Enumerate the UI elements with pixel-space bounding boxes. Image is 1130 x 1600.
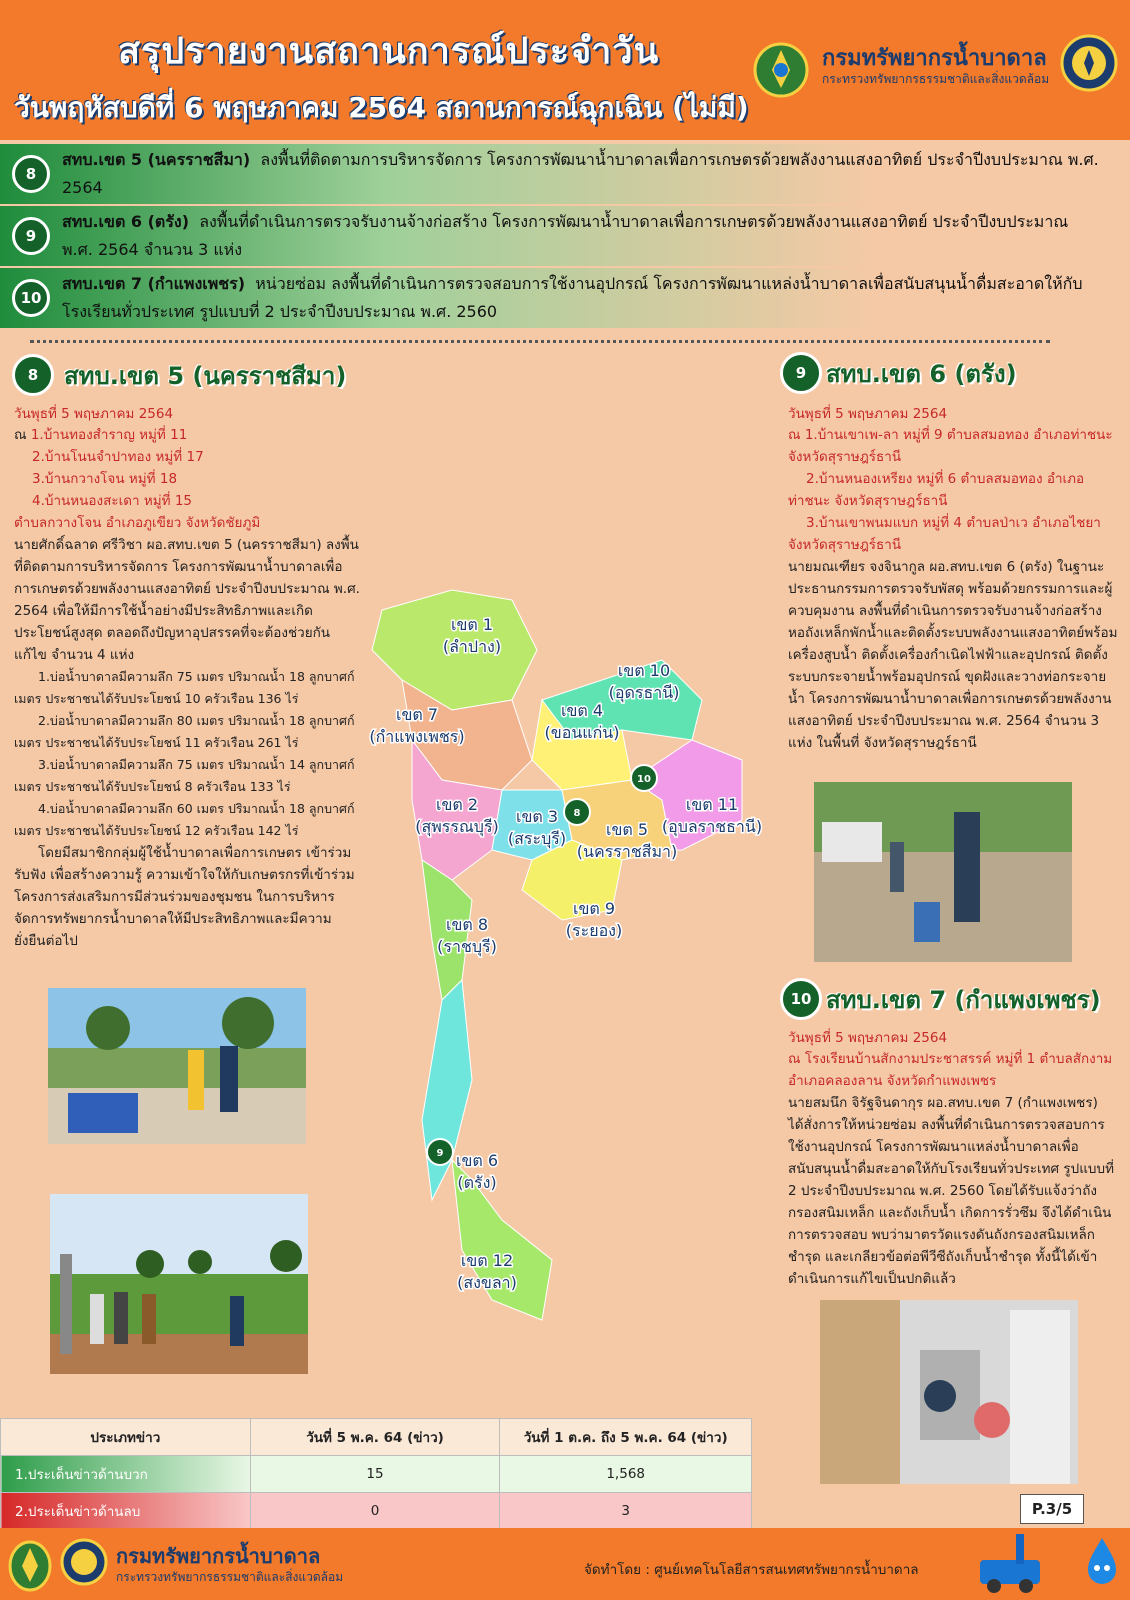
map-label-region-sub: (สุพรรณบุรี) <box>415 817 499 836</box>
map-label-region: เขต 5 <box>605 820 649 839</box>
report-date: วันพุธที่ 5 พฤษภาคม 2564 <box>788 1030 948 1046</box>
summary-number-badge: 10 <box>12 279 50 317</box>
summary-text-10 <box>62 270 1102 326</box>
location-item: 2.บ้านโนนจำปาทอง หมู่ที่ 17 <box>32 449 204 465</box>
table-cell-label: 1.ประเด็นข่าวด้านบวก <box>1 1456 251 1493</box>
table-header: ประเภทข่าว <box>1 1419 251 1456</box>
news-stats-table <box>0 1418 752 1530</box>
section-paragraph: โดยมีสมาชิกกลุ่มผู้ใช้น้ำบาดาลเพื่อการเกษตร เข้าร่วมรับฟัง เพื่อสร้างความรู้ ความเข้าใจให้กับเกษตรกรที่เข้าร่วมโครงการส่งเสริมการมีส่วนร่วมของชุมชน ในการบริหารจัดการทรัพยากรน้ำบาดาลให้มีประสิทธิภาพและมีความยั่งยืนต่อไป <box>14 845 355 949</box>
well-item: 1.บ่อน้ำบาดาลมีความลึก 75 เมตร ปริมาณน้ำ 18 ลูกบาศก์เมตร ประชาชนได้รับประโยชน์ 10 ครัวเรือน 136 ไร่ <box>14 669 355 706</box>
summary-text-9 <box>62 208 1102 264</box>
map-marker-label: 9 <box>436 1148 444 1159</box>
photo-water-tank-repair <box>820 1300 1078 1484</box>
map-marker-label: 8 <box>573 808 581 819</box>
table-header: วันที่ 1 ต.ค. ถึง 5 พ.ค. 64 (ข่าว) <box>500 1419 752 1456</box>
section-paragraph: นายมณเฑียร จงจินากูล ผอ.สทบ.เขต 6 (ตรัง) ในฐานะประธานกรรมการตรวจรับพัสดุ พร้อมด้วยกรรมการและผู้ควบคุมงาน ลงพื้นที่ดำเนินการตรวจรับงานจ้างก่อสร้างหอถังเหล็กพักน้ำและติดตั้งระบบพลังงานแสงอาทิตย์พร้อมเครื่องสูบน้ำ ติดตั้งเครื่องกำเนิดไฟฟ้าและอุปกรณ์ ติดตั้งระบบกระจายน้ำพร้อมอุปกรณ์ ขุดฝังและวางท่อกระจายน้ำ โครงการพัฒนาน้ำบาดาลเพื่อการเกษตรด้วยพลังงานแสงอาทิตย์ ประจำปีงบประมาณ พ.ศ. 2564 จำนวน 3 แห่ง ในพื้นที่ จังหวัดสุราษฎร์ธานี <box>788 559 1118 751</box>
water-drop-mascot-icon <box>1082 1534 1122 1596</box>
summary-number-badge: 9 <box>12 217 50 255</box>
section-title-10: สทบ.เขต 7 (กำแพงเพชร) <box>826 986 1101 1014</box>
map-label-region-sub: (ลำปาง) <box>442 637 502 656</box>
summary-number-badge: 8 <box>12 155 50 193</box>
map-label-region-sub: (นครราชสีมา) <box>576 842 678 861</box>
section-body-9 <box>788 402 1118 754</box>
map-label-region: เขต 4 <box>560 701 604 720</box>
well-item: 4.บ่อน้ำบาดาลมีความลึก 60 เมตร ปริมาณน้ำ 18 ลูกบาศก์เมตร ประชาชนได้รับประโยชน์ 12 ครัวเรือน 142 ไร่ <box>14 801 355 838</box>
section-title-9: สทบ.เขต 6 (ตรัง) <box>826 360 1017 388</box>
footer-seal-icon <box>60 1538 108 1586</box>
map-label-region: เขต 3 <box>515 807 559 826</box>
map-label-region-sub: (ราชบุรี) <box>437 937 497 956</box>
section-body-8 <box>14 402 360 952</box>
map-label-region: เขต 12 <box>460 1251 514 1270</box>
drilling-truck-icon <box>976 1530 1056 1596</box>
table-row <box>1 1493 752 1530</box>
table-header: วันที่ 5 พ.ค. 64 (ข่าว) <box>250 1419 500 1456</box>
table-cell: 0 <box>250 1493 500 1530</box>
department-emblem-icon <box>752 40 810 98</box>
report-date: วันพุธที่ 5 พฤษภาคม 2564 <box>788 406 948 422</box>
map-label-region-sub: (สงขลา) <box>457 1273 517 1292</box>
summary-detail: ลงพื้นที่ดำเนินการตรวจรับงานจ้างก่อสร้าง โครงการพัฒนาน้ำบาดาลเพื่อการเกษตรด้วยพลังงานแสงอาทิตย์ ประจำปีงบประมาณ พ.ศ. 2564 จำนวน 3 แห่ง <box>62 212 1069 259</box>
map-label-region: เขต 11 <box>685 795 739 814</box>
header-dept-name: กรมทรัพยากรน้ำบาดาล <box>822 46 1047 71</box>
section-divider <box>30 340 1050 343</box>
location-prefix: ณ <box>14 427 27 443</box>
table-cell: 3 <box>500 1493 752 1530</box>
section-number-badge: 8 <box>12 354 54 396</box>
page-number: P.3/5 <box>1020 1494 1084 1524</box>
map-label-region: เขต 7 <box>395 705 439 724</box>
table-cell: 15 <box>250 1456 500 1493</box>
location-item: 4.บ้านหนองสะเดา หมู่ที่ 15 <box>32 493 192 509</box>
location-item: ณ โรงเรียนบ้านสักงามประชาสรรค์ หมู่ที่ 1 ตำบลสักงาม อำเภอคลองลาน จังหวัดกำแพงเพชร <box>788 1051 1113 1089</box>
photo-solar-farm <box>50 1194 308 1374</box>
section-paragraph: นายสมนึก จิรัฐจินดากุร ผอ.สทบ.เขต 7 (กำแพงเพชร) ได้สั่งการให้หน่วยซ่อม ลงพื้นที่ดำเนินการตรวจสอบการใช้งานอุปกรณ์ โครงการพัฒนาแหล่งน้ำบาดาลเพื่อสนับสนุนน้ำดื่มสะอาดให้กับโรงเรียนทั่วประเทศ รูปแบบที่ 2 ประจำปีงบประมาณ พ.ศ. 2560 โดยได้รับแจ้งว่าถังกรองสนิมเหล็ก และถังเก็บน้ำ เกิดการรั่วซึม จึงได้ดำเนินการตรวจสอบ พบว่ามาตรวัดแรงดันถังกรองสนิมเหล็กชำรุด และเกลียวข้อต่อพีวีซีถังเก็บน้ำชำรุด ทั้งนี้ได้เข้าดำเนินการแก้ไขเป็นปกติแล้ว <box>788 1095 1114 1287</box>
summary-detail: ลงพื้นที่ติดตามการบริหารจัดการ โครงการพัฒนาน้ำบาดาลเพื่อการเกษตรด้วยพลังงานแสงอาทิตย์ ประจำปีงบประมาณ พ.ศ. 2564 <box>62 150 1099 197</box>
summary-detail: หน่วยซ่อม ลงพื้นที่ดำเนินการตรวจสอบการใช้งานอุปกรณ์ โครงการพัฒนาแหล่งน้ำบาดาลเพื่อสนับสนุนน้ำดื่มสะอาดให้กับโรงเรียนทั่วประเทศ รูปแบบที่ 2 ประจำปีงบประมาณ พ.ศ. 2560 <box>62 274 1083 321</box>
map-label-region: เขต 6 <box>455 1151 499 1170</box>
page-subtitle: วันพฤหัสบดีที่ 6 พฤษภาคม 2564 สถานการณ์ฉุกเฉิน (ไม่มี) <box>14 91 749 124</box>
report-date: วันพุธที่ 5 พฤษภาคม 2564 <box>14 406 174 422</box>
location-item: ณ 1.บ้านเขาเพ-ลา หมู่ที่ 9 ตำบลสมอทอง อำเภอท่าชนะ จังหวัดสุราษฎร์ธานี <box>788 427 1113 465</box>
map-label-region: เขต 1 <box>450 615 494 634</box>
district: ตำบลกวางโจน อำเภอภูเขียว จังหวัดชัยภูมิ <box>14 515 261 531</box>
thailand-region-map <box>362 560 786 1360</box>
well-item: 3.บ่อน้ำบาดาลมีความลึก 75 เมตร ปริมาณน้ำ 14 ลูกบาศก์เมตร ประชาชนได้รับประโยชน์ 8 ครัวเรือน 133 ไร่ <box>14 757 355 794</box>
map-label-region: เขต 10 <box>617 661 671 680</box>
table-row <box>1 1456 752 1493</box>
section-body-10 <box>788 1026 1114 1290</box>
map-region-shapes <box>372 590 742 1320</box>
section-paragraph: นายศักดิ์ฉลาด ศรีวิชา ผอ.สทบ.เขต 5 (นครราชสีมา) ลงพื้นที่ติดตามการบริหารจัดการ โครงการพัฒนาน้ำบาดาลเพื่อการเกษตรด้วยพลังงานแสงอาทิตย์ ประจำปีงบประมาณ พ.ศ. 2564 เพื่อให้มีการใช้น้ำอย่างมีประสิทธิภาพและเกิดประโยชน์สูงสุด ตลอดถึงปัญหาอุปสรรคที่จะต้องช่วยกันแก้ไข จำนวน 4 แห่ง <box>14 537 360 663</box>
map-label-region-sub: (ระยอง) <box>565 921 623 940</box>
map-label-region-sub: (กำแพงเพชร) <box>369 727 465 746</box>
footer-credit: จัดทำโดย : ศูนย์เทคโนโลยีสารสนเทศทรัพยากรน้ำบาดาล <box>584 1562 919 1578</box>
section-number-badge: 10 <box>780 978 822 1020</box>
page-title: สรุปรายงานสถานการณ์ประจำวัน <box>118 31 660 72</box>
location-item: 3.บ้านเขาพนมแบก หมู่ที่ 4 ตำบลป่าเว อำเภอไชยา จังหวัดสุราษฎร์ธานี <box>788 515 1101 553</box>
photo-field-meeting <box>48 988 306 1144</box>
ministry-seal-icon <box>1060 34 1118 92</box>
map-label-region: เขต 8 <box>445 915 489 934</box>
table-cell-label: 2.ประเด็นข่าวด้านลบ <box>1 1493 251 1530</box>
map-label-region: เขต 2 <box>435 795 479 814</box>
summary-unit: สทบ.เขต 5 (นครราชสีมา) <box>62 150 251 169</box>
map-label-region-sub: (ขอนแก่น) <box>544 723 620 742</box>
footer-ministry: กระทรวงทรัพยากรธรรมชาติและสิ่งแวดล้อม <box>116 1570 344 1584</box>
footer-emblem-icon <box>8 1536 52 1592</box>
summary-unit: สทบ.เขต 6 (ตรัง) <box>62 212 190 231</box>
header-ministry: กระทรวงทรัพยากรธรรมชาติและสิ่งแวดล้อม <box>822 72 1050 86</box>
photo-well-inspection <box>814 782 1072 962</box>
map-label-region-sub: (ตรัง) <box>457 1173 497 1192</box>
summary-text-8 <box>62 146 1102 202</box>
footer-dept-name: กรมทรัพยากรน้ำบาดาล <box>116 1544 321 1568</box>
table-cell: 1,568 <box>500 1456 752 1493</box>
map-label-region: เขต 9 <box>572 899 616 918</box>
section-title-8: สทบ.เขต 5 (นครราชสีมา) <box>64 362 347 390</box>
well-item: 2.บ่อน้ำบาดาลมีความลึก 80 เมตร ปริมาณน้ำ 18 ลูกบาศก์เมตร ประชาชนได้รับประโยชน์ 11 ครัวเรือน 261 ไร่ <box>14 713 355 750</box>
location-item: ณ 1.บ้านทองสำราญ หมู่ที่ 11 <box>14 427 188 443</box>
map-label-region-sub: (อุดรธานี) <box>608 683 680 702</box>
map-marker-label: 10 <box>637 774 651 785</box>
map-label-region-sub: (อุบลราชธานี) <box>661 817 763 836</box>
summary-unit: สทบ.เขต 7 (กำแพงเพชร) <box>62 274 246 293</box>
map-label-region-sub: (สระบุรี) <box>507 829 567 848</box>
section-number-badge: 9 <box>780 352 822 394</box>
location-item: 3.บ้านกวางโจน หมู่ที่ 18 <box>32 471 178 487</box>
location-item: 2.บ้านหนองเหรียง หมู่ที่ 6 ตำบลสมอทอง อำเภอท่าชนะ จังหวัดสุราษฎร์ธานี <box>788 471 1085 509</box>
